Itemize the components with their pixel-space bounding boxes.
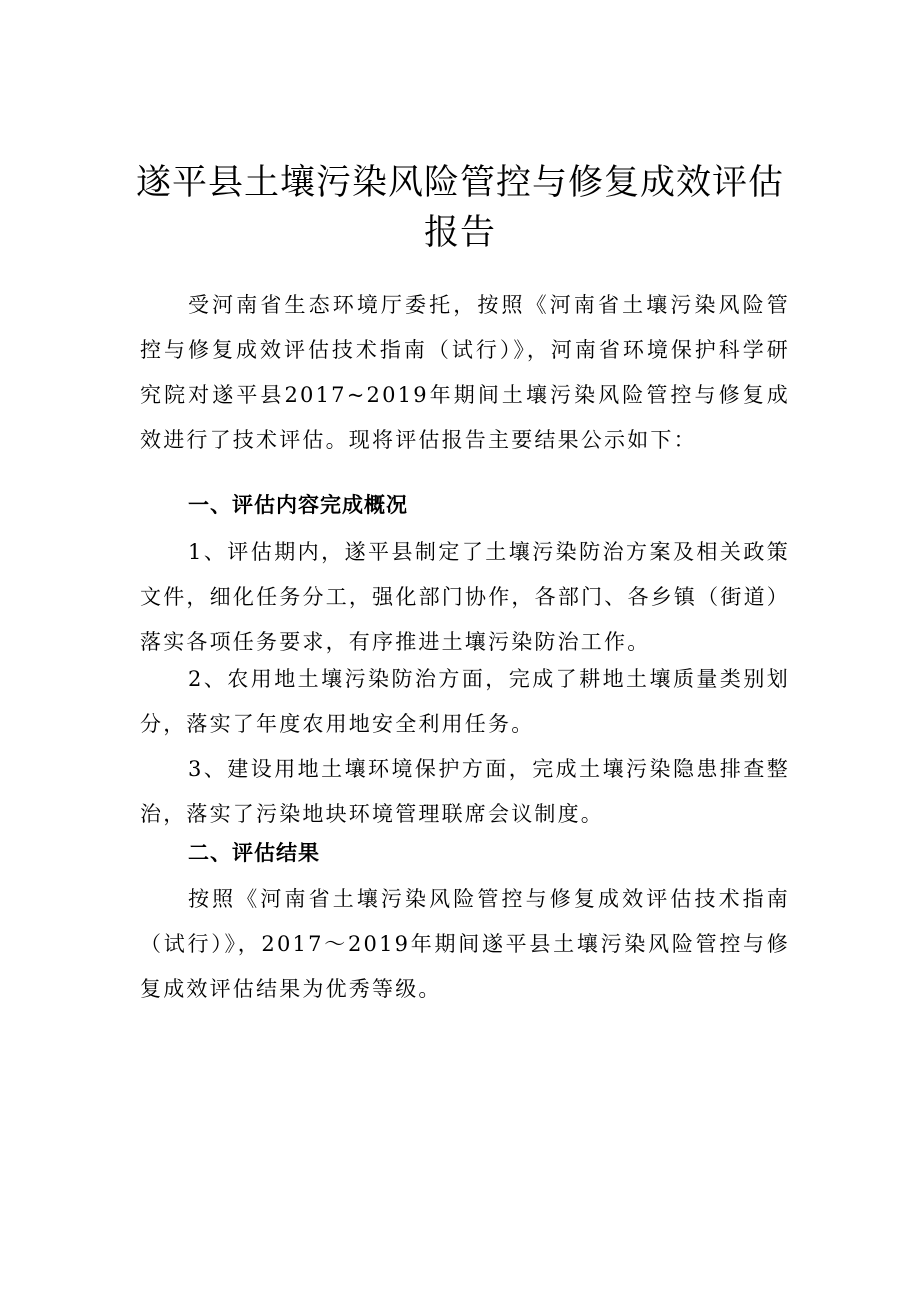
result-paragraph: 按照《河南省土壤污染风险管控与修复成效评估技术指南（试行）》，2017～2019年期间遂平县土壤污染风险管控与修复成效评估结果为优秀等级。 (140, 887, 790, 1001)
completion-item-1: 1、评估期内，遂平县制定了土壤污染防治方案及相关政策文件，细化任务分工，强化部门协作，各部门、各乡镇（街道）落实各项任务要求，有序推进土壤污染防治工作。 (140, 540, 790, 654)
document-title: 遂平县土壤污染风险管控与修复成效评估报告 (135, 163, 784, 253)
completion-item-3: 3、建设用地土壤环境保护方面，完成土壤污染隐患排查整治，落实了污染地块环境管理联席会议制度。 (140, 757, 790, 826)
completion-item-2: 2、农用地土壤污染防治方面，完成了耕地土壤质量类别划分，落实了年度农用地安全利用任务。 (140, 667, 790, 736)
intro-paragraph: 受河南省生态环境厅委托，按照《河南省土壤污染风险管控与修复成效评估技术指南（试行）》，河南省环境保护科学研究院对遂平县2017~2019年期间土壤污染风险管控与修复成效进行了技术评估。现将评估报告主要结果公示如下： (140, 293, 790, 452)
section-heading-completion: 一、评估内容完成概况 (188, 493, 408, 517)
section-heading-result: 二、评估结果 (188, 841, 320, 865)
